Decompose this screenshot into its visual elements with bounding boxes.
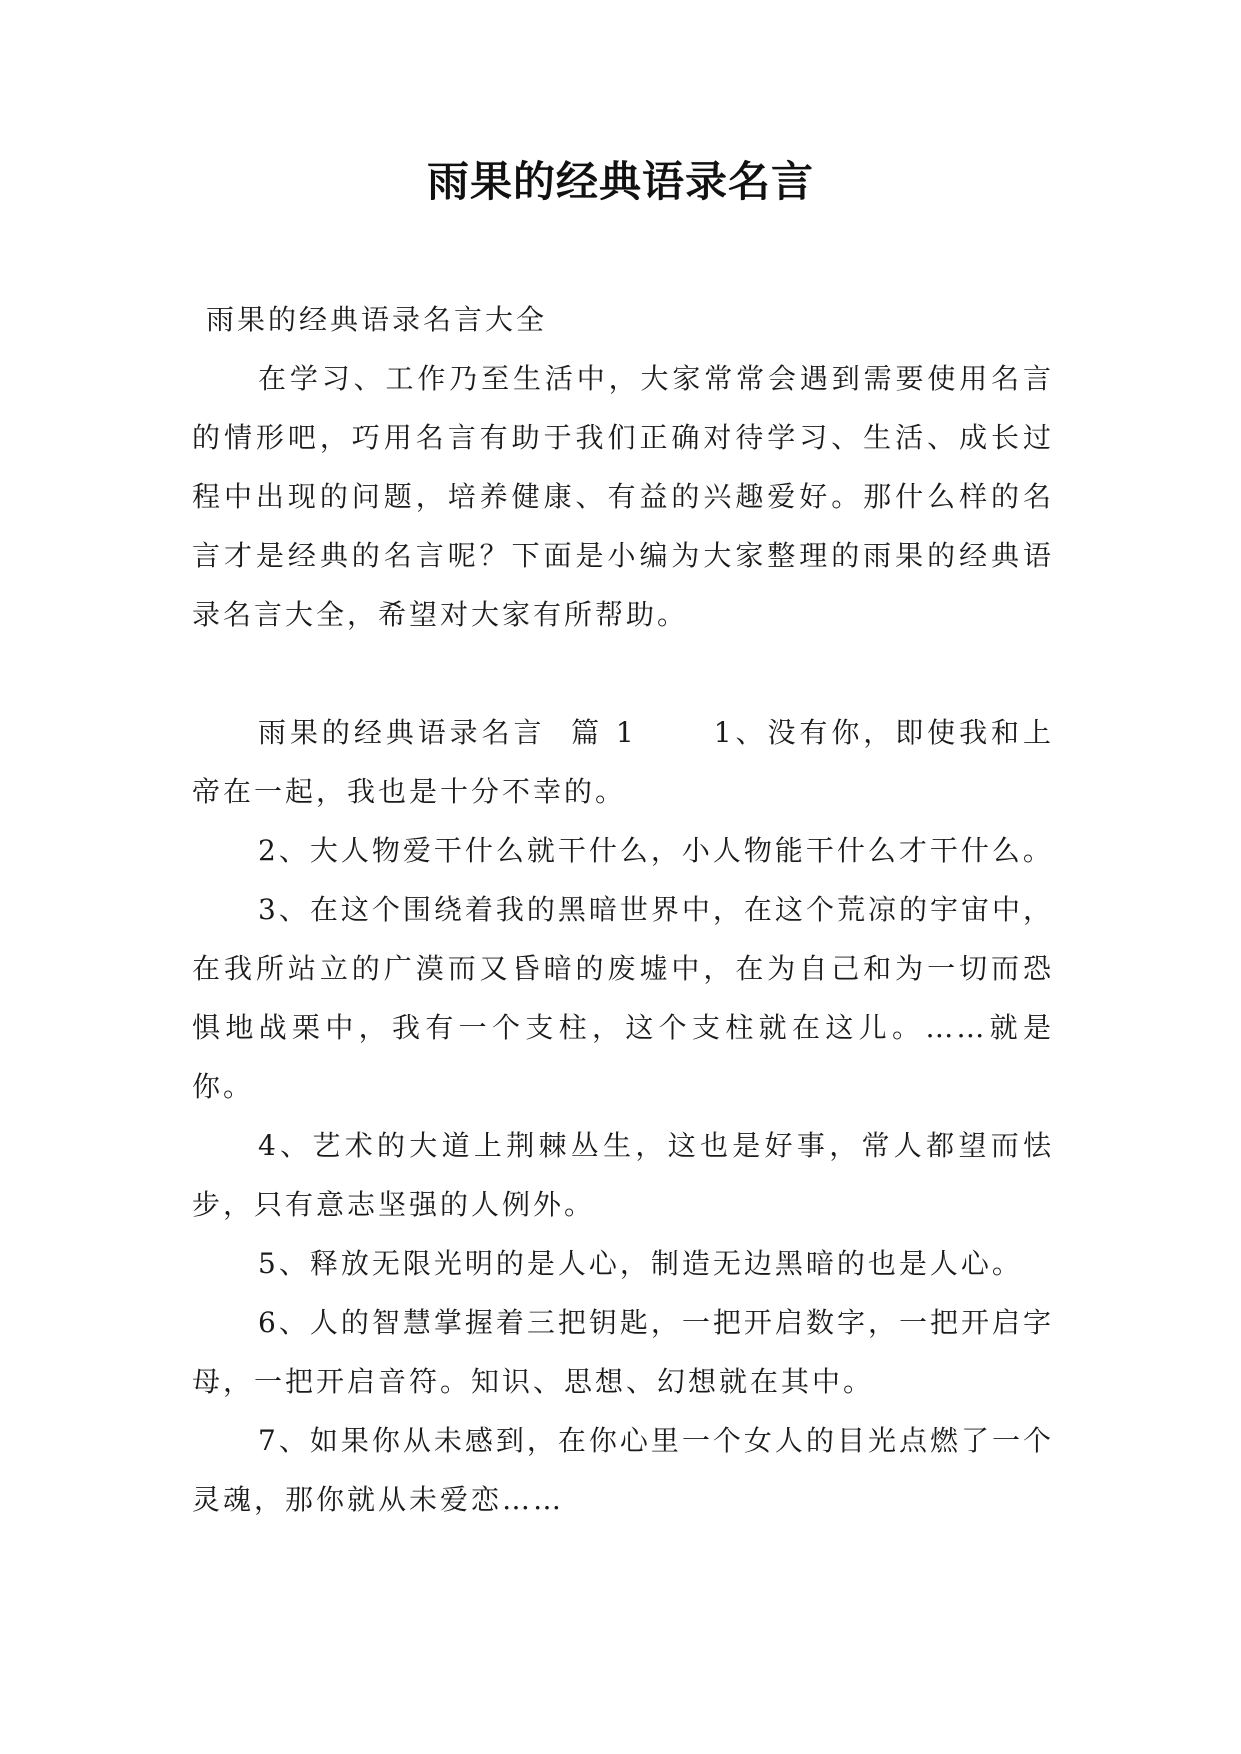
quote-3: 3、在这个围绕着我的黑暗世界中，在这个荒凉的宇宙中，在我所站立的广漠而又昏暗的废墟中，在为自己和为一切而恐惧地战栗中，我有一个支柱，这个支柱就在这儿。……就是你。 <box>192 893 1054 1103</box>
section-paragraph <box>192 703 1054 821</box>
intro-paragraph: 在学习、工作乃至生活中，大家常常会遇到需要使用名言的情形吧，巧用名言有助于我们正确对待学习、生活、成长过程中出现的问题，培养健康、有益的兴趣爱好。那什么样的名言才是经典的名言呢？下面是小编为大家整理的雨果的经典语录名言大全，希望对大家有所帮助。 <box>192 362 1054 631</box>
document-subtitle: 雨果的经典语录名言大全 <box>206 303 548 336</box>
section-label: 雨果的经典语录名言 篇 1 <box>258 716 637 749</box>
quote-2: 2、大人物爱干什么就干什么，小人物能干什么才干什么。 <box>258 834 1054 867</box>
document-body <box>192 290 1054 1529</box>
quote-5: 5、释放无限光明的是人心，制造无边黑暗的也是人心。 <box>258 1247 1023 1280</box>
quote-4: 4、艺术的大道上荆棘丛生，这也是好事，常人都望而怯步，只有意志坚强的人例外。 <box>192 1129 1054 1221</box>
document-title: 雨果的经典语录名言 <box>426 157 814 206</box>
quote-7: 7、如果你从未感到，在你心里一个女人的目光点燃了一个灵魂，那你就从未爱恋…… <box>192 1424 1054 1516</box>
paragraph-spacer <box>192 644 1054 703</box>
quote-6: 6、人的智慧掌握着三把钥匙，一把开启数字，一把开启字母，一把开启音符。知识、思想、幻想就在其中。 <box>192 1306 1054 1398</box>
quote-1: 1、没有你，即使我和上帝在一起，我也是十分不幸的。 <box>192 716 1054 808</box>
